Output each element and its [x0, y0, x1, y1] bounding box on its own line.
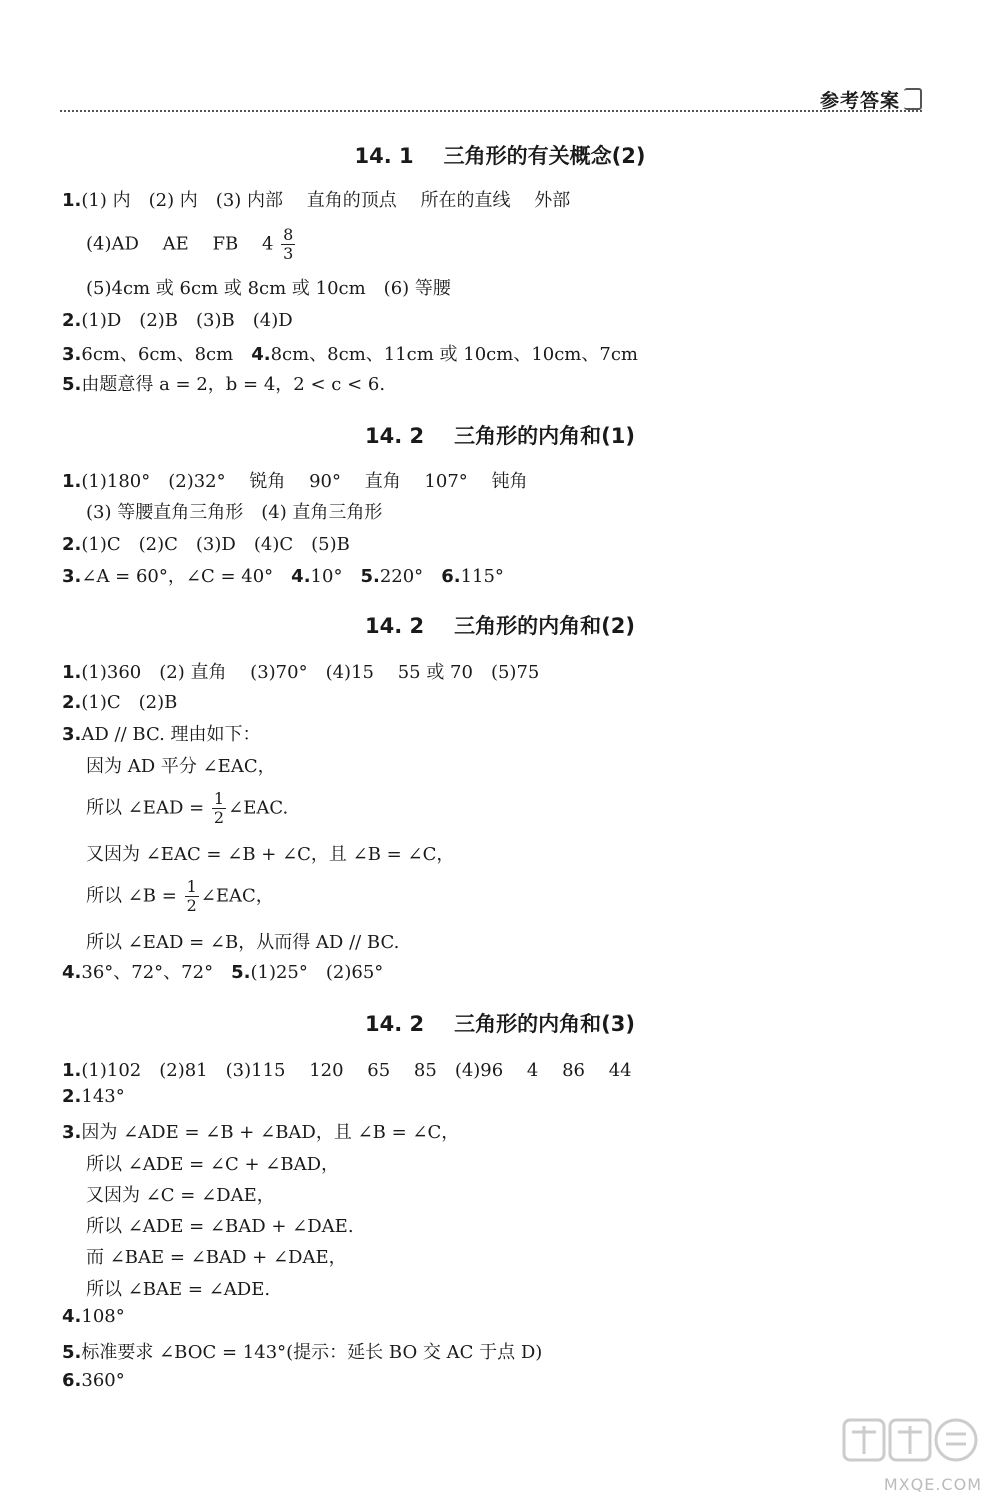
answer-line: 1.(1) 内 (2) 内 (3) 内部 直角的顶点 所在的直线 外部: [62, 190, 571, 211]
answer-line: 3.AD // BC. 理由如下：: [62, 724, 261, 745]
answer-line: 3.∠A = 60°，∠C = 40° 4.10° 5.220° 6.115°: [62, 566, 504, 587]
answer-line: 所以 ∠EAD = $\frac{1}{2}$ ∠EAC.: [86, 789, 289, 827]
answer-line: 6.360°: [62, 1370, 125, 1391]
answer-line: (3) 等腰直角三角形 (4) 直角三角形: [86, 502, 383, 523]
fraction: $\frac{8}{3}$: [283, 225, 294, 263]
answer-line: 所以 ∠ADE = ∠C + ∠BAD，: [86, 1154, 340, 1175]
answer-line: 而 ∠BAE = ∠BAD + ∠DAE，: [86, 1247, 347, 1268]
answer-line: 4.108°: [62, 1306, 125, 1327]
answer-line: 又因为 ∠C = ∠DAE，: [86, 1185, 275, 1206]
answer-line: 所以 ∠EAD = ∠B，从而得 AD // BC.: [86, 932, 400, 953]
answer-line: 2.(1)C (2)C (3)D (4)C (5)B: [62, 534, 350, 555]
answer-line: 2.143°: [62, 1086, 125, 1107]
answer-line: 所以 ∠ADE = ∠BAD + ∠DAE.: [86, 1216, 354, 1237]
answer-line: 2.(1)C (2)B: [62, 692, 178, 713]
section-title: 14. 2 三角形的内角和(3): [365, 1012, 635, 1036]
section-title: 14. 2 三角形的内角和(2): [365, 614, 635, 638]
header-title: 参考答案: [819, 90, 900, 112]
answer-line: 4.36°、72°、72° 5.(1)25° (2)65°: [62, 962, 384, 983]
answer-line: 所以 ∠BAE = ∠ADE.: [86, 1279, 271, 1300]
watermark-text: MXQE.COM: [883, 1475, 982, 1494]
header-divider: [60, 110, 922, 112]
answer-line: 1.(1)360 (2) 直角 (3)70° (4)15 55 或 70 (5)75: [62, 662, 540, 683]
section-title: 14. 1 三角形的有关概念(2): [354, 144, 646, 168]
answer-line: (5)4cm 或 6cm 或 8cm 或 10cm (6) 等腰: [86, 278, 451, 299]
answer-line: 1.(1)102 (2)81 (3)115 120 65 85 (4)96 4 86 44: [62, 1060, 632, 1081]
answer-line: 因为 AD 平分 ∠EAC，: [86, 756, 276, 777]
answer-line: 5.由题意得 a = 2，b = 4，2 < c < 6.: [62, 374, 386, 395]
answer-line: 3.因为 ∠ADE = ∠B + ∠BAD，且 ∠B = ∠C，: [62, 1122, 460, 1143]
answer-line: 2.(1)D (2)B (3)B (4)D: [62, 310, 293, 331]
answer-line: (4)AD AE FB 4 $\frac{8}{3}$: [86, 225, 294, 263]
answer-line: 3.6cm、6cm、8cm 4.8cm、8cm、11cm 或 10cm、10cm、7cm: [62, 344, 638, 365]
bookmark-icon: [904, 88, 922, 110]
answer-line: 又因为 ∠EAC = ∠B + ∠C，且 ∠B = ∠C，: [86, 844, 455, 865]
answer-line: 1.(1)180° (2)32° 锐角 90° 直角 107° 钝角: [62, 471, 528, 492]
fraction: $\frac{1}{2}$: [186, 877, 197, 915]
section-title: 14. 2 三角形的内角和(1): [365, 424, 635, 448]
answer-line: 5.标准要求 ∠BOC = 143°(提示：延长 BO 交 AC 于点 D): [62, 1342, 543, 1363]
answer-line: 所以 ∠B = $\frac{1}{2}$ ∠EAC，: [86, 877, 274, 915]
fraction: $\frac{1}{2}$: [213, 789, 225, 827]
